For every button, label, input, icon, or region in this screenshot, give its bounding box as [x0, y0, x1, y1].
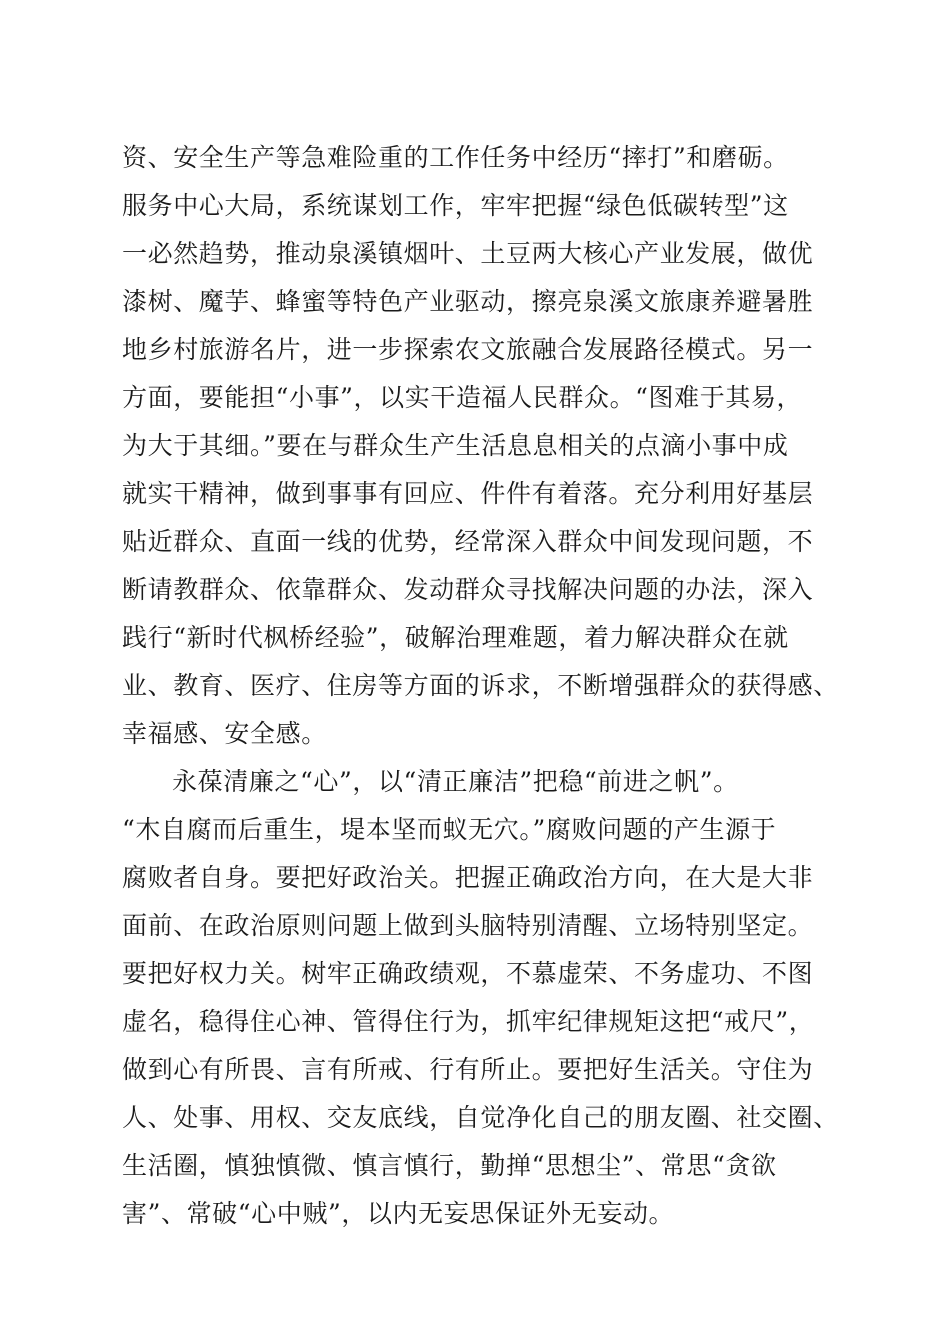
text-line: 面前、在政治原则问题上做到头脑特别清醒、立场特别坚定。 — [122, 911, 814, 940]
text-line: 做到心有所畏、言有所戒、行有所止。要把好生活关。守住为 — [122, 1055, 814, 1084]
text-line: 业、教育、医疗、住房等方面的诉求，不断增强群众的获得感、 — [122, 671, 839, 700]
text-line: 害”、常破“心中贼”，以内无妄思保证外无妄动。 — [122, 1199, 675, 1228]
text-line: 贴近群众、直面一线的优势，经常深入群众中间发现问题，不 — [122, 527, 814, 556]
text-line: 地乡村旅游名片，进一步探索农文旅融合发展路径模式。另一 — [122, 335, 814, 364]
text-line: “木自腐而后重生，堤本坚而蚁无穴。”腐败问题的产生源于 — [122, 815, 777, 844]
text-line: 腐败者自身。要把好政治关。把握正确政治方向，在大是大非 — [122, 863, 814, 892]
text-line: 资、安全生产等急难险重的工作任务中经历“摔打”和磨砺。 — [122, 143, 789, 172]
text-line: 方面，要能担“小事”，以实干造福人民群众。“图难于其易， — [122, 383, 803, 412]
text-line: 生活圈，慎独慎微、慎言慎行，勤掸“思想尘”、常思“贪欲 — [122, 1151, 777, 1180]
text-line: 断请教群众、依靠群众、发动群众寻找解决问题的办法，深入 — [122, 575, 814, 604]
paragraph-heading-line: 永葆清廉之“心”，以“清正廉洁”把稳“前进之帆”。 — [172, 767, 739, 796]
text-line: 幸福感、安全感。 — [122, 719, 327, 748]
text-line: 就实干精神，做到事事有回应、件件有着落。充分利用好基层 — [122, 479, 814, 508]
text-line: 虚名，稳得住心神、管得住行为，抓牢纪律规矩这把“戒尺”， — [122, 1007, 815, 1036]
text-line: 践行“新时代枫桥经验”，破解治理难题，着力解决群众在就 — [122, 623, 789, 652]
text-line: 要把好权力关。树牢正确政绩观，不慕虚荣、不务虚功、不图 — [122, 959, 814, 988]
text-line: 一必然趋势，推动泉溪镇烟叶、土豆两大核心产业发展，做优 — [122, 239, 814, 268]
text-line: 漆树、魔芋、蜂蜜等特色产业驱动，擦亮泉溪文旅康养避暑胜 — [122, 287, 814, 316]
text-line: 人、处事、用权、交友底线，自觉净化自己的朋友圈、社交圈、 — [122, 1103, 839, 1132]
text-line: 服务中心大局，系统谋划工作，牢牢把握“绿色低碳转型”这 — [122, 191, 789, 220]
text-line: 为大于其细。”要在与群众生产生活息息相关的点滴小事中成 — [122, 431, 789, 460]
